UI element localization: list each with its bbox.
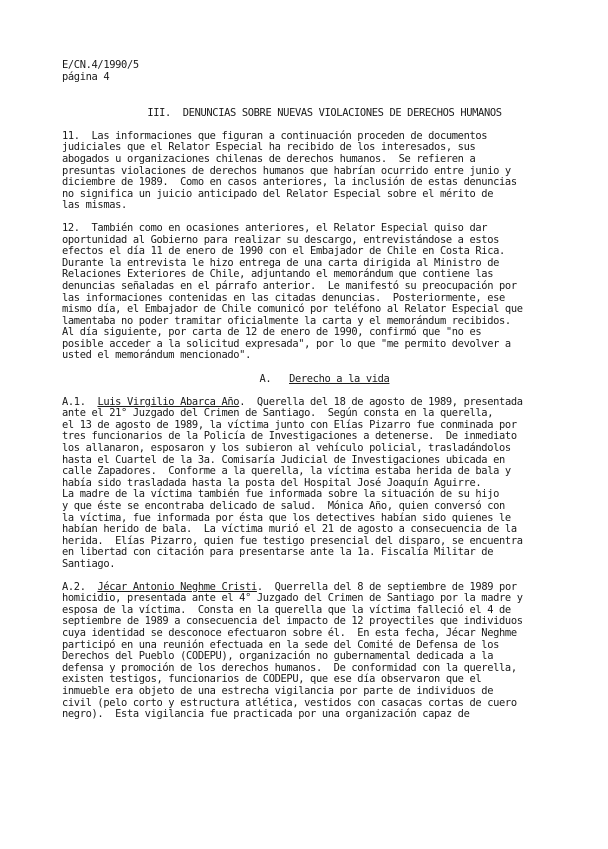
paragraph-line: Relaciones Exteriores de Chile, adjuntando el memorándum que contiene las — [62, 268, 494, 281]
paragraph-line: 12. También como en ocasiones anteriores, el Relator Especial quiso dar — [62, 221, 488, 234]
paragraph-line: septiembre de 1989 a consecuencia del impacto de 12 proyectiles que individuos — [62, 615, 523, 628]
paragraph-line: negro). Esta vigilancia fue practicada por una organización capaz de — [62, 708, 470, 721]
paragraph-line: cuya identidad se desconoce efectuaron sobre él. En esta fecha, Jécar Neghme — [62, 626, 517, 639]
case-first-line-rest: . Querrella del 8 de septiembre de 1989 por — [256, 580, 517, 593]
paragraph-line: lamentaba no poder tramitar oficialmente la carta y el memorándum recibidos. — [62, 314, 511, 327]
paragraph-line: habían herido de bala. La víctima murió el 21 de agosto a consecuencia de la — [62, 523, 517, 536]
paragraph-line: en libertad con citación para presentarse ante la 1a. Fiscalía Militar de — [62, 546, 494, 559]
paragraph-line: diciembre de 1989. Como en casos anteriores, la inclusión de estas denuncias — [62, 176, 517, 189]
paragraph-line: abogados u organizaciones chilenas de derechos humanos. Se refieren a — [62, 152, 476, 165]
paragraph-line: denuncias señaladas en el párrafo anterior. Le manifestó su preocupación por — [62, 279, 517, 292]
paragraph-line: herida. Elías Pizarro, quien fue testigo presencial del disparo, se encuentra — [62, 534, 523, 547]
victim-name: Luis Virgilio Abarca Año — [97, 395, 240, 408]
paragraph-line: posible acceder a la solicitud expresada", por lo que "me permito devolver a — [62, 337, 511, 350]
paragraph-line: las informaciones contenidas en las citadas denuncias. Posteriormente, ese — [62, 291, 505, 304]
paragraph-line: Santiago. — [62, 557, 116, 570]
paragraph-line: las mismas. — [62, 199, 127, 212]
victim-name: Jécar Antonio Neghme Cristi — [97, 580, 257, 593]
paragraph-line: homicidio, presentada ante el 4° Juzgado del Crimen de Santiago por la madre y — [62, 592, 523, 605]
paragraph-line: el 13 de agosto de 1989, la víctima junto con Elías Pizarro fue conminada por — [62, 418, 517, 431]
paragraph-line: Durante la entrevista le hizo entrega de una carta dirigida al Ministro de — [62, 256, 500, 269]
paragraph-line: los allanaron, esposaron y los subieron al vehículo policial, trasladándolos — [62, 442, 511, 455]
document-page — [62, 60, 587, 721]
paragraph-line: participó en una reunión efectuada en la sede del Comité de Defensa de los — [62, 638, 500, 651]
paragraph-line: defensa y promoción de los derechos humanos. De conformidad con la querella, — [62, 661, 517, 674]
paragraph-line: usted el memorándum mencionado". — [62, 349, 251, 362]
case-a2 — [62, 582, 587, 721]
paragraph-line: La madre de la víctima también fue informada sobre la situación de su hijo — [62, 488, 500, 501]
paragraph-line: judiciales que el Relator Especial ha recibido de los interesados, sus — [62, 141, 476, 154]
case-number: A.2. — [62, 580, 86, 593]
paragraph-line: esposa de la víctima. Consta en la querella que la víctima falleció el 4 de — [62, 603, 511, 616]
case-number: A.1. — [62, 395, 86, 408]
paragraph-line: 11. Las informaciones que figuran a continuación proceden de documentos — [62, 129, 488, 142]
section-title: III. DENUNCIAS SOBRE NUEVAS VIOLACIONES DE DERECHOS HUMANOS — [147, 107, 502, 120]
paragraph-line: había sido trasladada hasta la posta del Hospital José Joaquín Aguirre. — [62, 476, 482, 489]
paragraph-line: ante el 21° Juzgado del Crimen de Santiago. Según consta en la querella, — [62, 407, 494, 420]
paragraph-line: efectos el día 11 de enero de 1990 con el Embajador de Chile en Costa Rica. — [62, 245, 505, 258]
case-first-line-rest: . Querella del 18 de agosto de 1989, presentada — [239, 395, 523, 408]
paragraph-line: y que éste se encontraba delicado de salud. Mónica Año, quien conversó con — [62, 500, 505, 512]
paragraph-11 — [62, 131, 587, 212]
case-a1 — [62, 397, 587, 571]
paragraph-line: existen testigos, funcionarios de CODEPU, que ese día observaron que el — [62, 673, 482, 686]
paragraph-line: hasta el Cuartel de la 3a. Comisaría Judicial de Investigaciones ubicada en — [62, 453, 505, 466]
subsection-heading — [62, 374, 587, 386]
document-symbol: E/CN.4/1990/5 — [62, 59, 139, 71]
paragraph-line: inmueble era objeto de una estrecha vigilancia por parte de individuos de — [62, 684, 494, 697]
page-number: página 4 — [62, 70, 110, 83]
paragraph-line: presuntas violaciones de derechos humanos que habrían ocurrido entre junio y — [62, 164, 511, 177]
paragraph-line: oportunidad al Gobierno para realizar su descargo, entrevistándose a estos — [62, 233, 500, 246]
paragraph-line: mismo día, el Embajador de Chile comunicó por teléfono al Relator Especial que — [62, 303, 523, 316]
subsection-letter: A. — [259, 373, 272, 386]
paragraph-12 — [62, 223, 587, 362]
subsection-title: Derecho a la vida — [289, 373, 390, 386]
paragraph-line: calle Zapadores. Conforme a la querella, la víctima estaba herida de bala y — [62, 465, 511, 478]
paragraph-line: Derechos del Pueblo (CODEPU), organización no gubernamental dedicada a la — [62, 650, 494, 663]
paragraph-line: tres funcionarios de la Policía de Investigaciones a detenerse. De inmediato — [62, 430, 517, 443]
paragraph-line: no significa un juicio anticipado del Relator Especial sobre el mérito de — [62, 187, 494, 200]
paragraph-line: civil (pelo corto y estructura atlética, vestidos con casacas cortas de cuero — [62, 696, 517, 709]
paragraph-line: la víctima, fue informada por ésta que los detectives habían sido quienes le — [62, 511, 511, 524]
paragraph-line: Al día siguiente, por carta de 12 de enero de 1990, confirmó que "no es — [62, 326, 482, 339]
